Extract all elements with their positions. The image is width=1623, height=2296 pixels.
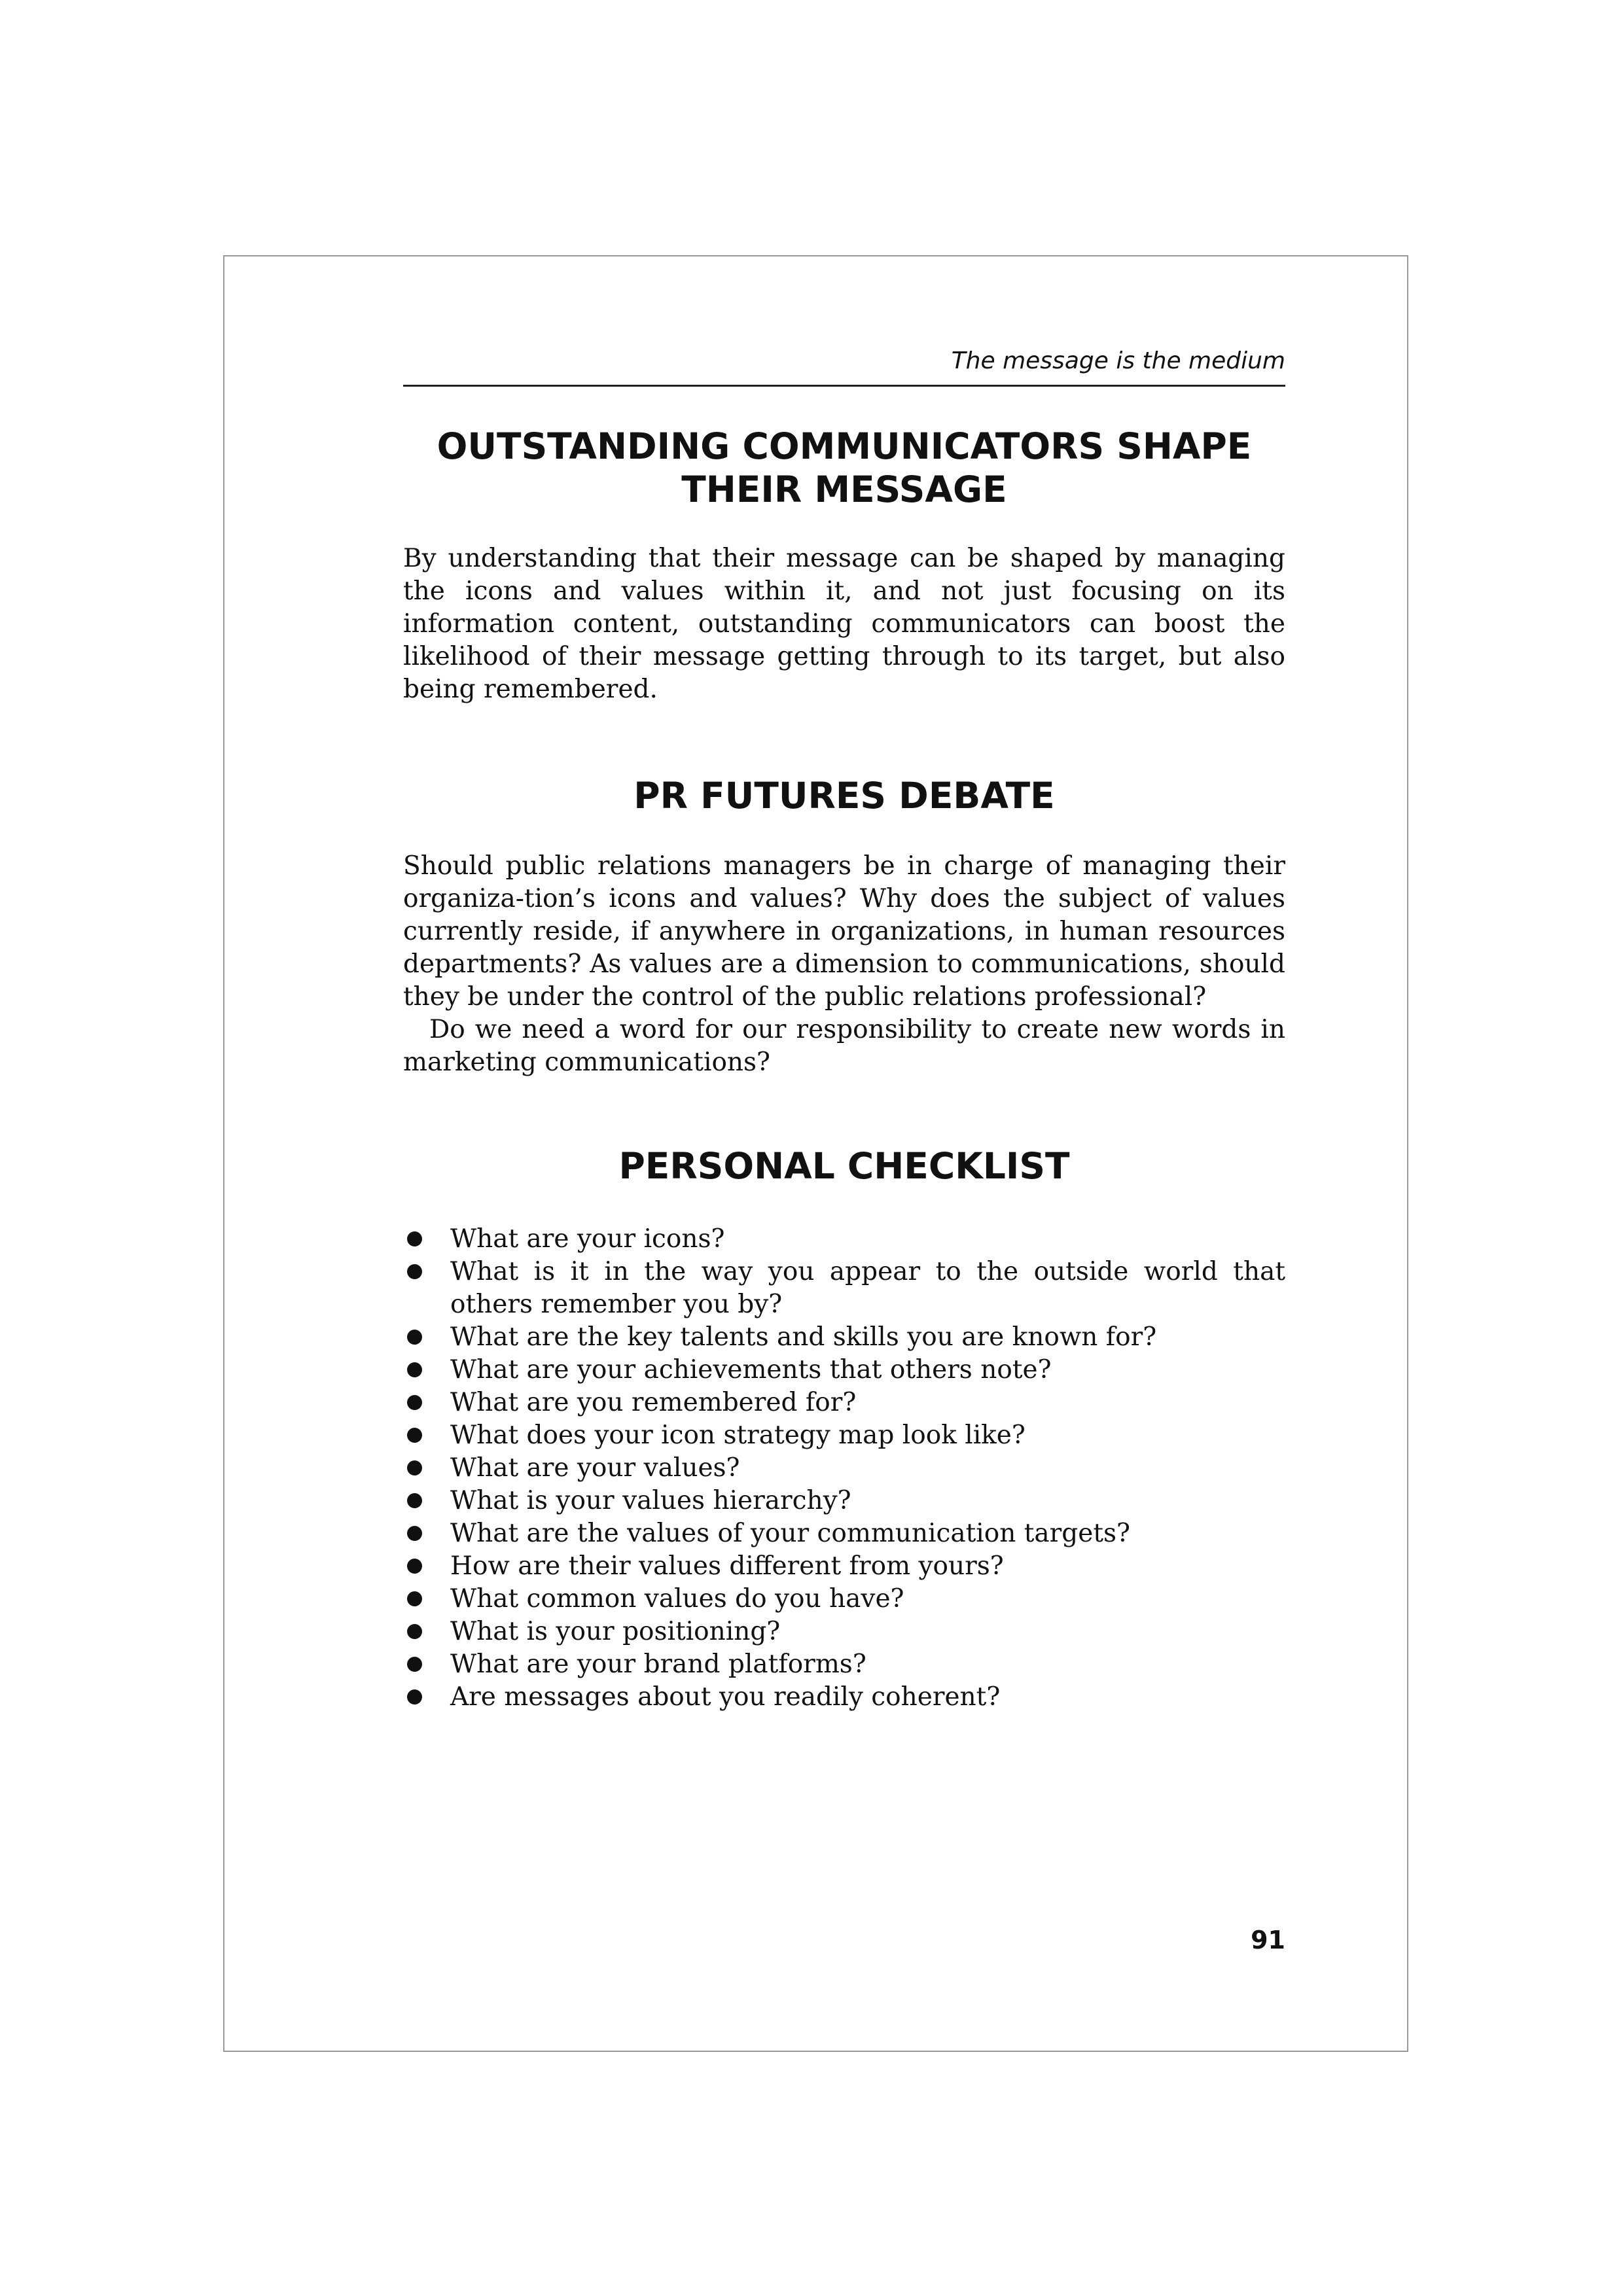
checklist-item-text: What is your values hierarchy?: [450, 1486, 851, 1515]
checklist-item-text: What is it in the way you appear to the outside world that others remember you by?: [450, 1257, 1285, 1319]
checklist-item-text: What is your positioning?: [450, 1617, 781, 1646]
checklist-item: [403, 1354, 1285, 1386]
personal-checklist: [403, 1223, 1285, 1714]
page-content: [403, 347, 1285, 1714]
checklist-item: [403, 1616, 1285, 1648]
checklist-item: [403, 1550, 1285, 1583]
bullet-icon: [407, 1395, 422, 1410]
section-paragraph: Should public relations managers be in charge of managing their organiza-tion’s icons and values? Why does the subject of values currently reside, if anywhere in organizations, in human resources departments? As values are a dimension to communications, should they be under the control of the public relations professional?: [403, 851, 1285, 1012]
checklist-item: [403, 1583, 1285, 1616]
bullet-icon: [407, 1559, 422, 1574]
checklist-item: [403, 1321, 1285, 1354]
bullet-icon: [407, 1689, 422, 1704]
bullet-icon: [407, 1330, 422, 1345]
checklist-item: [403, 1648, 1285, 1681]
bullet-icon: [407, 1460, 422, 1475]
bullet-icon: [407, 1231, 422, 1246]
checklist-item-text: What are your brand platforms?: [450, 1650, 866, 1679]
checklist-item-text: What does your icon strategy map look like?: [450, 1421, 1026, 1450]
checklist-item-text: What common values do you have?: [450, 1584, 904, 1614]
checklist-item: [403, 1223, 1285, 1256]
checklist-item: [403, 1419, 1285, 1452]
bullet-icon: [407, 1657, 422, 1672]
section-heading-personal-checklist: PERSONAL CHECKLIST: [618, 1145, 1070, 1187]
checklist-item-text: Are messages about you readily coherent?: [450, 1682, 1001, 1712]
checklist-item-text: What are the values of your communication targets?: [450, 1519, 1130, 1548]
section-paragraph: Do we need a word for our responsibility to create new words in marketing communications?: [403, 1015, 1285, 1077]
checklist-item-text: What are your values?: [450, 1453, 740, 1483]
checklist-item: [403, 1452, 1285, 1485]
bullet-icon: [407, 1526, 422, 1541]
bullet-icon: [407, 1493, 422, 1508]
bullet-icon: [407, 1428, 422, 1443]
checklist-item-text: What are your achievements that others note?: [450, 1355, 1052, 1385]
section-heading-pr-futures-debate: PR FUTURES DEBATE: [633, 775, 1055, 817]
running-head-rule: [403, 385, 1285, 387]
checklist-item: [403, 1256, 1285, 1321]
bullet-icon: [407, 1362, 422, 1377]
section-paragraph: By understanding that their message can be shaped by managing the icons and values within it, and not just focusing on its information content, outstanding communicators can boost the likelihood of their message getting through to its target, but also being remembered.: [403, 544, 1285, 704]
checklist-item-text: What are you remembered for?: [450, 1388, 857, 1417]
checklist-item: [403, 1681, 1285, 1714]
bullet-icon: [407, 1264, 422, 1279]
bullet-icon: [407, 1591, 422, 1606]
checklist-item: [403, 1386, 1285, 1419]
checklist-item-text: What are your icons?: [450, 1224, 725, 1254]
checklist-item-text: What are the key talents and skills you are known for?: [450, 1322, 1157, 1352]
section-heading-outstanding-communicators: OUTSTANDING COMMUNICATORS SHAPE THEIR MESSAGE: [437, 425, 1252, 510]
checklist-item: [403, 1517, 1285, 1550]
checklist-item-text: How are their values different from yours?: [450, 1551, 1004, 1581]
running-head: The message is the medium: [951, 347, 1285, 374]
checklist-item: [403, 1485, 1285, 1517]
bullet-icon: [407, 1624, 422, 1639]
page-number: 91: [1251, 1926, 1285, 1954]
